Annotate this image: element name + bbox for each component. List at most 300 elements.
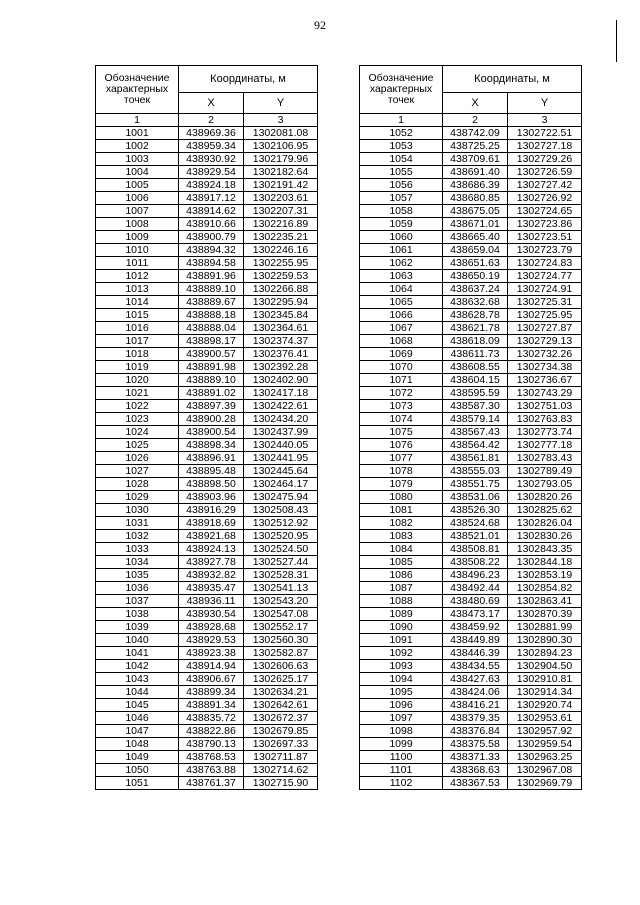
point-id-cell: 1076	[360, 439, 443, 452]
table-row	[360, 439, 582, 452]
page-number: 92	[314, 18, 326, 32]
x-coordinate-cell: 438917.12	[179, 192, 244, 205]
point-id-cell: 1093	[360, 660, 443, 673]
y-coordinate-cell: 1302910.81	[508, 673, 582, 686]
y-coordinate-cell: 1302881.99	[508, 621, 582, 634]
table-row	[96, 530, 318, 543]
table-row	[96, 582, 318, 595]
x-coordinate-cell: 438891.02	[179, 387, 244, 400]
point-id-cell: 1056	[360, 179, 443, 192]
table-row	[96, 738, 318, 751]
header-col-number-1: 1	[360, 114, 443, 127]
table-row	[96, 348, 318, 361]
point-id-cell: 1022	[96, 400, 179, 413]
x-coordinate-cell: 438822.86	[179, 725, 244, 738]
point-id-cell: 1013	[96, 283, 179, 296]
table-row	[360, 686, 582, 699]
table-row	[360, 504, 582, 517]
table-row	[360, 751, 582, 764]
y-coordinate-cell: 1302081.08	[244, 127, 318, 140]
margin-line	[616, 20, 617, 62]
x-coordinate-cell: 438659.04	[443, 244, 508, 257]
table-body-left	[96, 127, 318, 790]
y-coordinate-cell: 1302440.05	[244, 439, 318, 452]
x-coordinate-cell: 438923.38	[179, 647, 244, 660]
y-coordinate-cell: 1302751.03	[508, 400, 582, 413]
point-id-cell: 1035	[96, 569, 179, 582]
point-id-cell: 1005	[96, 179, 179, 192]
table-row	[96, 452, 318, 465]
x-coordinate-cell: 438459.92	[443, 621, 508, 634]
header-y: Y	[508, 93, 582, 114]
x-coordinate-cell: 438368.63	[443, 764, 508, 777]
x-coordinate-cell: 438650.19	[443, 270, 508, 283]
y-coordinate-cell: 1302547.08	[244, 608, 318, 621]
point-id-cell: 1016	[96, 322, 179, 335]
x-coordinate-cell: 438916.29	[179, 504, 244, 517]
point-id-cell: 1055	[360, 166, 443, 179]
table-row	[360, 491, 582, 504]
x-coordinate-cell: 438691.40	[443, 166, 508, 179]
y-coordinate-cell: 1302560.30	[244, 634, 318, 647]
point-id-cell: 1047	[96, 725, 179, 738]
x-coordinate-cell: 438928.68	[179, 621, 244, 634]
point-id-cell: 1057	[360, 192, 443, 205]
y-coordinate-cell: 1302434.20	[244, 413, 318, 426]
point-id-cell: 1010	[96, 244, 179, 257]
y-coordinate-cell: 1302182.64	[244, 166, 318, 179]
header-point-name: Обозначение характерных точек	[360, 66, 443, 114]
table-row	[360, 244, 582, 257]
y-coordinate-cell: 1302793.05	[508, 478, 582, 491]
x-coordinate-cell: 438918.69	[179, 517, 244, 530]
y-coordinate-cell: 1302374.37	[244, 335, 318, 348]
point-id-cell: 1061	[360, 244, 443, 257]
y-coordinate-cell: 1302727.42	[508, 179, 582, 192]
y-coordinate-cell: 1302376.41	[244, 348, 318, 361]
point-id-cell: 1070	[360, 361, 443, 374]
point-id-cell: 1032	[96, 530, 179, 543]
x-coordinate-cell: 438929.54	[179, 166, 244, 179]
point-id-cell: 1065	[360, 296, 443, 309]
x-coordinate-cell: 438898.17	[179, 335, 244, 348]
x-coordinate-cell: 438561.81	[443, 452, 508, 465]
point-id-cell: 1052	[360, 127, 443, 140]
point-id-cell: 1012	[96, 270, 179, 283]
point-id-cell: 1030	[96, 504, 179, 517]
x-coordinate-cell: 438564.42	[443, 439, 508, 452]
point-id-cell: 1066	[360, 309, 443, 322]
table-row	[96, 504, 318, 517]
point-id-cell: 1053	[360, 140, 443, 153]
point-id-cell: 1050	[96, 764, 179, 777]
table-row	[96, 140, 318, 153]
x-coordinate-cell: 438888.04	[179, 322, 244, 335]
point-id-cell: 1073	[360, 400, 443, 413]
y-coordinate-cell: 1302417.18	[244, 387, 318, 400]
point-id-cell: 1091	[360, 634, 443, 647]
point-id-cell: 1075	[360, 426, 443, 439]
x-coordinate-cell: 438604.15	[443, 374, 508, 387]
point-id-cell: 1099	[360, 738, 443, 751]
table-row	[96, 270, 318, 283]
point-id-cell: 1074	[360, 413, 443, 426]
table-row	[360, 218, 582, 231]
table-row	[96, 166, 318, 179]
y-coordinate-cell: 1302606.63	[244, 660, 318, 673]
x-coordinate-cell: 438889.10	[179, 283, 244, 296]
point-id-cell: 1094	[360, 673, 443, 686]
table-row	[96, 127, 318, 140]
table-row	[96, 244, 318, 257]
table-row	[96, 218, 318, 231]
y-coordinate-cell: 1302582.87	[244, 647, 318, 660]
table-row	[360, 322, 582, 335]
y-coordinate-cell: 1302722.51	[508, 127, 582, 140]
y-coordinate-cell: 1302725.95	[508, 309, 582, 322]
y-coordinate-cell: 1302729.13	[508, 335, 582, 348]
point-id-cell: 1069	[360, 348, 443, 361]
header-coordinates: Координаты, м	[443, 66, 582, 93]
table-row	[96, 556, 318, 569]
x-coordinate-cell: 438492.44	[443, 582, 508, 595]
x-coordinate-cell: 438526.30	[443, 504, 508, 517]
table-row	[96, 153, 318, 166]
table-row	[360, 452, 582, 465]
point-id-cell: 1009	[96, 231, 179, 244]
x-coordinate-cell: 438768.53	[179, 751, 244, 764]
y-coordinate-cell: 1302216.89	[244, 218, 318, 231]
table-row	[360, 413, 582, 426]
x-coordinate-cell: 438763.88	[179, 764, 244, 777]
point-id-cell: 1014	[96, 296, 179, 309]
x-coordinate-cell: 438618.09	[443, 335, 508, 348]
table-row	[360, 140, 582, 153]
x-coordinate-cell: 438371.33	[443, 751, 508, 764]
x-coordinate-cell: 438835.72	[179, 712, 244, 725]
point-id-cell: 1054	[360, 153, 443, 166]
table-row	[96, 257, 318, 270]
table-row	[96, 517, 318, 530]
x-coordinate-cell: 438742.09	[443, 127, 508, 140]
y-coordinate-cell: 1302464.17	[244, 478, 318, 491]
y-coordinate-cell: 1302259.53	[244, 270, 318, 283]
point-id-cell: 1086	[360, 569, 443, 582]
point-id-cell: 1041	[96, 647, 179, 660]
table-row	[96, 478, 318, 491]
table-row	[360, 192, 582, 205]
point-id-cell: 1034	[96, 556, 179, 569]
x-coordinate-cell: 438896.91	[179, 452, 244, 465]
point-id-cell: 1028	[96, 478, 179, 491]
point-id-cell: 1101	[360, 764, 443, 777]
y-coordinate-cell: 1302634.21	[244, 686, 318, 699]
table-row	[360, 725, 582, 738]
x-coordinate-cell: 438379.35	[443, 712, 508, 725]
table-row	[360, 517, 582, 530]
point-id-cell: 1051	[96, 777, 179, 790]
y-coordinate-cell: 1302520.95	[244, 530, 318, 543]
x-coordinate-cell: 438579.14	[443, 413, 508, 426]
table-row	[360, 621, 582, 634]
point-id-cell: 1023	[96, 413, 179, 426]
x-coordinate-cell: 438555.03	[443, 465, 508, 478]
table-row	[360, 569, 582, 582]
point-id-cell: 1011	[96, 257, 179, 270]
y-coordinate-cell: 1302552.17	[244, 621, 318, 634]
y-coordinate-cell: 1302967.08	[508, 764, 582, 777]
point-id-cell: 1079	[360, 478, 443, 491]
point-id-cell: 1003	[96, 153, 179, 166]
point-id-cell: 1049	[96, 751, 179, 764]
y-coordinate-cell: 1302508.43	[244, 504, 318, 517]
point-id-cell: 1004	[96, 166, 179, 179]
y-coordinate-cell: 1302723.79	[508, 244, 582, 257]
y-coordinate-cell: 1302789.49	[508, 465, 582, 478]
point-id-cell: 1100	[360, 751, 443, 764]
x-coordinate-cell: 438910.66	[179, 218, 244, 231]
header-point-name: Обозначение характерных точек	[96, 66, 179, 114]
y-coordinate-cell: 1302724.91	[508, 283, 582, 296]
x-coordinate-cell: 438894.32	[179, 244, 244, 257]
table-row	[96, 439, 318, 452]
point-id-cell: 1033	[96, 543, 179, 556]
point-id-cell: 1043	[96, 673, 179, 686]
table-row	[360, 595, 582, 608]
header-coordinates: Координаты, м	[179, 66, 318, 93]
y-coordinate-cell: 1302246.16	[244, 244, 318, 257]
x-coordinate-cell: 438434.55	[443, 660, 508, 673]
point-id-cell: 1045	[96, 699, 179, 712]
table-row	[360, 777, 582, 790]
y-coordinate-cell: 1302714.62	[244, 764, 318, 777]
x-coordinate-cell: 438567.43	[443, 426, 508, 439]
point-id-cell: 1031	[96, 517, 179, 530]
x-coordinate-cell: 438903.96	[179, 491, 244, 504]
x-coordinate-cell: 438898.50	[179, 478, 244, 491]
x-coordinate-cell: 438936.11	[179, 595, 244, 608]
x-coordinate-cell: 438480.69	[443, 595, 508, 608]
point-id-cell: 1002	[96, 140, 179, 153]
point-id-cell: 1098	[360, 725, 443, 738]
table-row	[96, 400, 318, 413]
table-row	[96, 491, 318, 504]
point-id-cell: 1095	[360, 686, 443, 699]
x-coordinate-cell: 438914.62	[179, 205, 244, 218]
table-row	[360, 283, 582, 296]
table-row	[96, 309, 318, 322]
y-coordinate-cell: 1302959.54	[508, 738, 582, 751]
point-id-cell: 1067	[360, 322, 443, 335]
x-coordinate-cell: 438587.30	[443, 400, 508, 413]
x-coordinate-cell: 438611.73	[443, 348, 508, 361]
point-id-cell: 1036	[96, 582, 179, 595]
y-coordinate-cell: 1302437.99	[244, 426, 318, 439]
table-row	[96, 634, 318, 647]
y-coordinate-cell: 1302783.43	[508, 452, 582, 465]
y-coordinate-cell: 1302777.18	[508, 439, 582, 452]
point-id-cell: 1063	[360, 270, 443, 283]
point-id-cell: 1039	[96, 621, 179, 634]
table-row	[96, 231, 318, 244]
x-coordinate-cell: 438924.13	[179, 543, 244, 556]
x-coordinate-cell: 438914.94	[179, 660, 244, 673]
point-id-cell: 1001	[96, 127, 179, 140]
x-coordinate-cell: 438376.84	[443, 725, 508, 738]
point-id-cell: 1078	[360, 465, 443, 478]
point-id-cell: 1048	[96, 738, 179, 751]
table-row	[96, 205, 318, 218]
point-id-cell: 1015	[96, 309, 179, 322]
table-row	[360, 179, 582, 192]
point-id-cell: 1059	[360, 218, 443, 231]
x-coordinate-cell: 438621.78	[443, 322, 508, 335]
y-coordinate-cell: 1302191.42	[244, 179, 318, 192]
table-row	[360, 296, 582, 309]
x-coordinate-cell: 438665.40	[443, 231, 508, 244]
table-row	[360, 127, 582, 140]
table-row	[360, 348, 582, 361]
y-coordinate-cell: 1302725.31	[508, 296, 582, 309]
y-coordinate-cell: 1302853.19	[508, 569, 582, 582]
table-row	[96, 543, 318, 556]
header-y: Y	[244, 93, 318, 114]
table-row	[96, 764, 318, 777]
y-coordinate-cell: 1302422.61	[244, 400, 318, 413]
y-coordinate-cell: 1302920.74	[508, 699, 582, 712]
table-row	[360, 400, 582, 413]
y-coordinate-cell: 1302441.95	[244, 452, 318, 465]
point-id-cell: 1019	[96, 361, 179, 374]
x-coordinate-cell: 438900.57	[179, 348, 244, 361]
table-row	[360, 673, 582, 686]
table-row	[360, 543, 582, 556]
y-coordinate-cell: 1302830.26	[508, 530, 582, 543]
header-x: X	[443, 93, 508, 114]
x-coordinate-cell: 438924.18	[179, 179, 244, 192]
table-row	[96, 387, 318, 400]
y-coordinate-cell: 1302820.26	[508, 491, 582, 504]
x-coordinate-cell: 438671.01	[443, 218, 508, 231]
y-coordinate-cell: 1302512.92	[244, 517, 318, 530]
point-id-cell: 1090	[360, 621, 443, 634]
y-coordinate-cell: 1302743.29	[508, 387, 582, 400]
table-row	[360, 478, 582, 491]
x-coordinate-cell: 438894.58	[179, 257, 244, 270]
table-row	[96, 608, 318, 621]
y-coordinate-cell: 1302825.62	[508, 504, 582, 517]
header-col-number-2: 2	[179, 114, 244, 127]
table-row	[96, 426, 318, 439]
y-coordinate-cell: 1302894.23	[508, 647, 582, 660]
x-coordinate-cell: 438900.54	[179, 426, 244, 439]
table-row	[360, 231, 582, 244]
point-id-cell: 1077	[360, 452, 443, 465]
point-id-cell: 1007	[96, 205, 179, 218]
x-coordinate-cell: 438891.96	[179, 270, 244, 283]
x-coordinate-cell: 438900.28	[179, 413, 244, 426]
x-coordinate-cell: 438761.37	[179, 777, 244, 790]
x-coordinate-cell: 438446.39	[443, 647, 508, 660]
point-id-cell: 1017	[96, 335, 179, 348]
point-id-cell: 1021	[96, 387, 179, 400]
y-coordinate-cell: 1302727.18	[508, 140, 582, 153]
table-row	[360, 712, 582, 725]
table-row	[96, 686, 318, 699]
y-coordinate-cell: 1302763.83	[508, 413, 582, 426]
x-coordinate-cell: 438898.34	[179, 439, 244, 452]
y-coordinate-cell: 1302402.90	[244, 374, 318, 387]
table-row	[360, 660, 582, 673]
table-row	[96, 595, 318, 608]
point-id-cell: 1092	[360, 647, 443, 660]
x-coordinate-cell: 438427.63	[443, 673, 508, 686]
table-row	[96, 569, 318, 582]
y-coordinate-cell: 1302295.94	[244, 296, 318, 309]
table-row	[96, 751, 318, 764]
x-coordinate-cell: 438531.06	[443, 491, 508, 504]
x-coordinate-cell: 438889.10	[179, 374, 244, 387]
point-id-cell: 1024	[96, 426, 179, 439]
table-row	[96, 712, 318, 725]
y-coordinate-cell: 1302679.85	[244, 725, 318, 738]
x-coordinate-cell: 438959.34	[179, 140, 244, 153]
x-coordinate-cell: 438449.89	[443, 634, 508, 647]
x-coordinate-cell: 438927.78	[179, 556, 244, 569]
x-coordinate-cell: 438521.01	[443, 530, 508, 543]
x-coordinate-cell: 438608.55	[443, 361, 508, 374]
table-row	[360, 153, 582, 166]
y-coordinate-cell: 1302863.41	[508, 595, 582, 608]
table-body-right	[360, 127, 582, 790]
y-coordinate-cell: 1302963.25	[508, 751, 582, 764]
table-row	[360, 608, 582, 621]
y-coordinate-cell: 1302732.26	[508, 348, 582, 361]
header-col-number-3: 3	[244, 114, 318, 127]
y-coordinate-cell: 1302203.61	[244, 192, 318, 205]
point-id-cell: 1037	[96, 595, 179, 608]
table-row	[96, 179, 318, 192]
x-coordinate-cell: 438424.06	[443, 686, 508, 699]
table-row	[360, 335, 582, 348]
y-coordinate-cell: 1302235.21	[244, 231, 318, 244]
y-coordinate-cell: 1302914.34	[508, 686, 582, 699]
coordinates-table-left	[95, 65, 318, 790]
x-coordinate-cell: 438895.48	[179, 465, 244, 478]
table-row	[360, 556, 582, 569]
point-id-cell: 1080	[360, 491, 443, 504]
x-coordinate-cell: 438725.25	[443, 140, 508, 153]
table-row	[360, 764, 582, 777]
x-coordinate-cell: 438935.47	[179, 582, 244, 595]
table-row	[96, 647, 318, 660]
table-row	[360, 530, 582, 543]
y-coordinate-cell: 1302711.87	[244, 751, 318, 764]
y-coordinate-cell: 1302854.82	[508, 582, 582, 595]
y-coordinate-cell: 1302727.87	[508, 322, 582, 335]
x-coordinate-cell: 438889.67	[179, 296, 244, 309]
y-coordinate-cell: 1302724.77	[508, 270, 582, 283]
y-coordinate-cell: 1302266.88	[244, 283, 318, 296]
point-id-cell: 1087	[360, 582, 443, 595]
table-row	[360, 166, 582, 179]
x-coordinate-cell: 438930.92	[179, 153, 244, 166]
point-id-cell: 1068	[360, 335, 443, 348]
table-row	[360, 374, 582, 387]
header-col-number-2: 2	[443, 114, 508, 127]
y-coordinate-cell: 1302723.86	[508, 218, 582, 231]
point-id-cell: 1029	[96, 491, 179, 504]
